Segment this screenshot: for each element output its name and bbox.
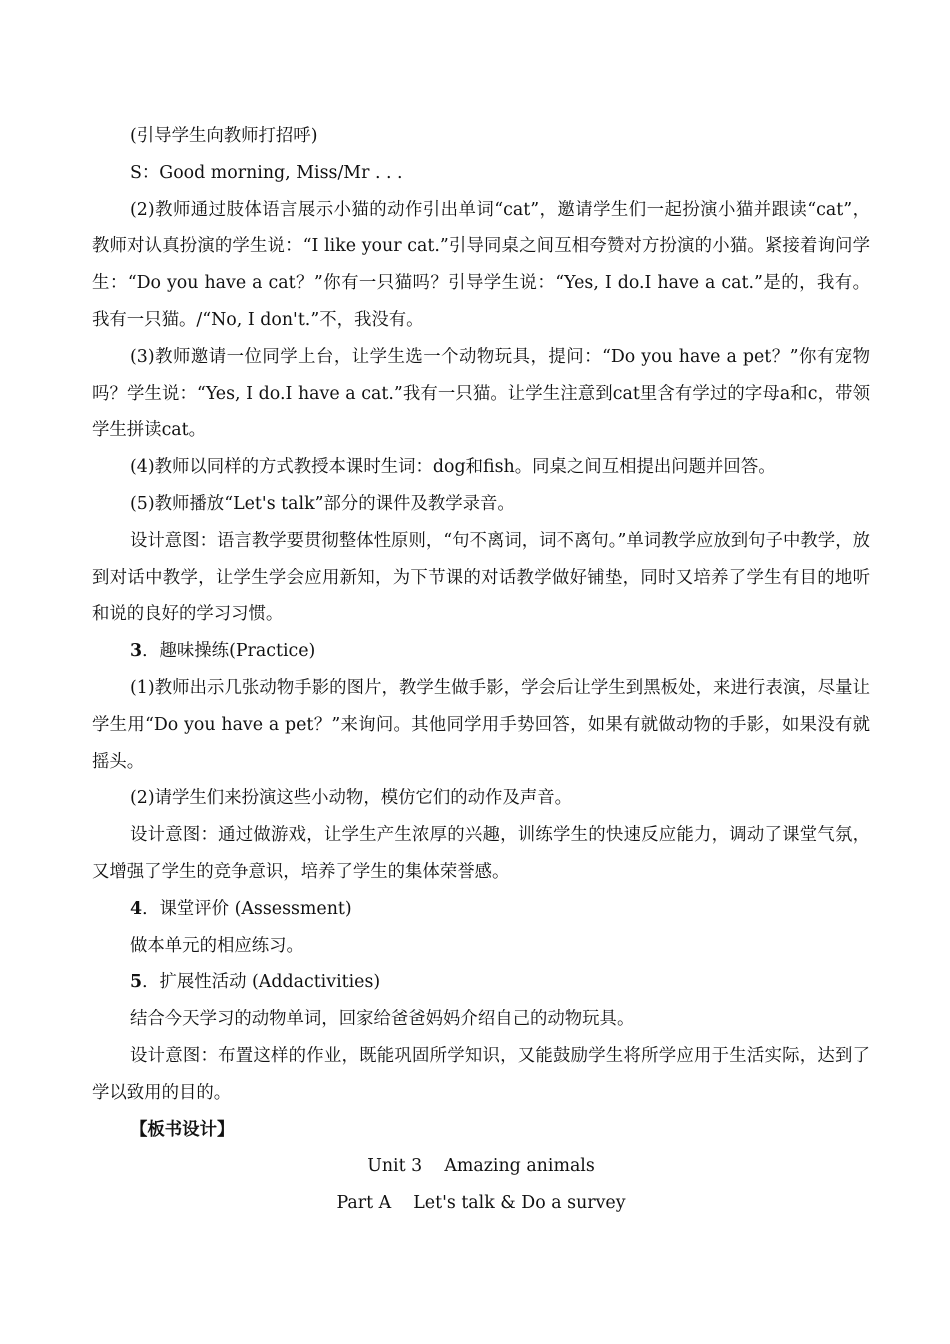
section-number: 4 bbox=[130, 898, 143, 919]
section-title: ．扩展性活动 (Addactivities) bbox=[142, 972, 381, 993]
board-design-heading: 【板书设计】 bbox=[130, 1119, 235, 1140]
paragraph-student-greeting: S：Good morning, Miss/Mr . . . bbox=[130, 162, 403, 183]
paragraph-assessment: 做本单元的相应练习。 bbox=[130, 935, 304, 956]
section-number: 5 bbox=[130, 972, 143, 993]
paragraph-greeting-guide: (引导学生向教师打招呼) bbox=[130, 126, 318, 146]
board-part-title: Part A Let's talk & Do a survey bbox=[336, 1193, 626, 1214]
paragraph-step-4: (4)教师以同样的方式教授本课时生词：dog和fish。同桌之间互相提出问题并回答。 bbox=[130, 457, 776, 478]
paragraph-step-2: (2)教师通过肢体语言展示小猫的动作引出单词“cat”，邀请学生们一起扮演小猫并跟读“cat”，教师对认真扮演的学生说：“I like your cat.”引导同桌之间互相夸赞对方扮演的小猫。紧接着询问学生：“Do you have a cat？”你有一只猫吗？引导学生说：“Yes, I do.I have a cat.”是的，我有。我有一只猫。/“No, I don't.”不，我没有。 bbox=[92, 199, 870, 330]
section-heading-assessment bbox=[92, 891, 870, 928]
paragraph-step-3: (3)教师邀请一位同学上台，让学生选一个动物玩具，提问：“Do you have a pet？”你有宠物吗？学生说：“Yes, I do.I have a cat.”我有一只猫。让学生注意到cat里含有学过的字母a和c，带领学生拼读cat。 bbox=[92, 346, 870, 441]
paragraph-design-intent-1: 设计意图：语言教学要贯彻整体性原则，“句不离词，词不离句。”单词教学应放到句子中教学，放到对话中教学，让学生学会应用新知，为下节课的对话教学做好铺垫，同时又培养了学生有目的地听和说的良好的学习习惯。 bbox=[92, 530, 870, 625]
paragraph-design-intent-2: 设计意图：通过做游戏，让学生产生浓厚的兴趣，训练学生的快速反应能力，调动了课堂气氛，又增强了学生的竞争意识，培养了学生的集体荣誉感。 bbox=[92, 825, 870, 882]
document-page bbox=[92, 118, 870, 1222]
paragraph-practice-1: (1)教师出示几张动物手影的图片，教学生做手影，学会后让学生到黑板处，来进行表演，尽量让学生用“Do you have a pet？”来询问。其他同学用手势回答，如果有就做动物的手影，如果没有就摇头。 bbox=[92, 677, 870, 772]
section-title: ．课堂评价 (Assessment) bbox=[142, 898, 352, 919]
section-heading-add-activities bbox=[92, 964, 870, 1001]
section-title: ．趣味操练(Practice) bbox=[142, 641, 316, 662]
paragraph-step-5: (5)教师播放“Let's talk”部分的课件及教学录音。 bbox=[130, 493, 515, 514]
paragraph-homework: 结合今天学习的动物单词，回家给爸爸妈妈介绍自己的动物玩具。 bbox=[130, 1009, 635, 1030]
board-unit-title: Unit 3 Amazing animals bbox=[367, 1156, 595, 1177]
paragraph-practice-2: (2)请学生们来扮演这些小动物，模仿它们的动作及声音。 bbox=[130, 788, 573, 809]
section-number: 3 bbox=[130, 641, 143, 662]
section-heading-practice bbox=[92, 633, 870, 670]
paragraph-design-intent-3: 设计意图：布置这样的作业，既能巩固所学知识，又能鼓励学生将所学应用于生活实际，达到了学以致用的目的。 bbox=[92, 1045, 870, 1103]
